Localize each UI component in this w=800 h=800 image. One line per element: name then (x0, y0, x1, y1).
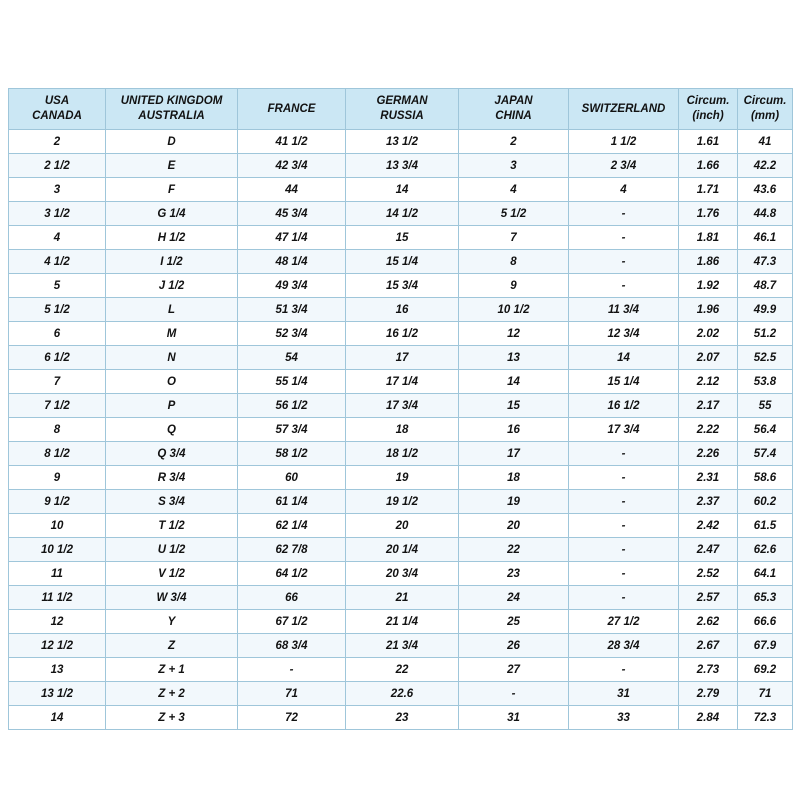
table-cell: W 3/4 (106, 586, 238, 610)
table-cell: 13 1/2 (346, 130, 459, 154)
table-cell: 26 (459, 634, 569, 658)
table-cell: - (569, 514, 679, 538)
table-cell: 9 (9, 466, 106, 490)
table-cell: 58 1/2 (238, 442, 346, 466)
table-cell: 21 3/4 (346, 634, 459, 658)
table-row (9, 226, 793, 250)
table-cell: 15 1/4 (346, 250, 459, 274)
table-row (9, 274, 793, 298)
table-body (9, 130, 793, 730)
table-cell: 11 1/2 (9, 586, 106, 610)
table-cell: 23 (459, 562, 569, 586)
table-cell: 15 (346, 226, 459, 250)
table-cell: 1.86 (679, 250, 738, 274)
table-cell: 71 (238, 682, 346, 706)
table-cell: 66 (238, 586, 346, 610)
table-cell: 21 (346, 586, 459, 610)
table-cell: 16 1/2 (346, 322, 459, 346)
table-cell: P (106, 394, 238, 418)
table-row (9, 298, 793, 322)
table-cell: 2.67 (679, 634, 738, 658)
column-header: Circum. (mm) (738, 89, 793, 130)
table-cell: 18 1/2 (346, 442, 459, 466)
table-cell: 46.1 (738, 226, 793, 250)
column-header: USA CANADA (9, 89, 106, 130)
table-cell: 55 1/4 (238, 370, 346, 394)
table-cell: 6 1/2 (9, 346, 106, 370)
table-cell: 16 (346, 298, 459, 322)
table-cell: 18 (459, 466, 569, 490)
table-cell: 1.66 (679, 154, 738, 178)
table-cell: 25 (459, 610, 569, 634)
table-cell: 7 1/2 (9, 394, 106, 418)
table-cell: 1.81 (679, 226, 738, 250)
table-cell: Z + 2 (106, 682, 238, 706)
table-cell: 49 3/4 (238, 274, 346, 298)
table-cell: 17 (346, 346, 459, 370)
table-cell: 19 (459, 490, 569, 514)
table-cell: 11 (9, 562, 106, 586)
table-cell: 17 1/4 (346, 370, 459, 394)
table-cell: 1 1/2 (569, 130, 679, 154)
table-cell: - (238, 658, 346, 682)
table-row (9, 538, 793, 562)
table-cell: - (459, 682, 569, 706)
table-cell: 51 3/4 (238, 298, 346, 322)
table-cell: 2.02 (679, 322, 738, 346)
table-row (9, 322, 793, 346)
table-cell: 1.61 (679, 130, 738, 154)
table-cell: 65.3 (738, 586, 793, 610)
table-row (9, 418, 793, 442)
table-cell: - (569, 466, 679, 490)
table-cell: 62 1/4 (238, 514, 346, 538)
table-cell: 8 (459, 250, 569, 274)
table-cell: 64.1 (738, 562, 793, 586)
table-cell: 1.96 (679, 298, 738, 322)
table-cell: 2 (459, 130, 569, 154)
ring-size-table (8, 88, 793, 730)
table-row (9, 610, 793, 634)
table-row (9, 658, 793, 682)
table-cell: 12 3/4 (569, 322, 679, 346)
table-cell: 2 1/2 (9, 154, 106, 178)
table-cell: 31 (459, 706, 569, 730)
table-cell: 2.84 (679, 706, 738, 730)
table-cell: 33 (569, 706, 679, 730)
table-cell: 20 (459, 514, 569, 538)
table-cell: 5 (9, 274, 106, 298)
table-cell: 15 3/4 (346, 274, 459, 298)
table-cell: 7 (9, 370, 106, 394)
table-cell: 61.5 (738, 514, 793, 538)
table-cell: 42 3/4 (238, 154, 346, 178)
table-cell: E (106, 154, 238, 178)
table-cell: 20 1/4 (346, 538, 459, 562)
table-cell: Z + 1 (106, 658, 238, 682)
table-cell: - (569, 658, 679, 682)
table-cell: J 1/2 (106, 274, 238, 298)
table-cell: 2.79 (679, 682, 738, 706)
table-cell: 8 1/2 (9, 442, 106, 466)
table-cell: N (106, 346, 238, 370)
table-cell: 71 (738, 682, 793, 706)
table-cell: 41 (738, 130, 793, 154)
table-cell: 28 3/4 (569, 634, 679, 658)
table-cell: 56.4 (738, 418, 793, 442)
table-cell: 22 (346, 658, 459, 682)
table-cell: 9 1/2 (9, 490, 106, 514)
table-cell: 12 (9, 610, 106, 634)
table-cell: 2 3/4 (569, 154, 679, 178)
table-cell: 13 1/2 (9, 682, 106, 706)
table-cell: 5 1/2 (459, 202, 569, 226)
table-cell: 4 (569, 178, 679, 202)
table-cell: 11 3/4 (569, 298, 679, 322)
table-cell: 4 (459, 178, 569, 202)
table-cell: 22 (459, 538, 569, 562)
table-cell: 17 (459, 442, 569, 466)
table-cell: 54 (238, 346, 346, 370)
table-cell: 10 1/2 (9, 538, 106, 562)
table-row (9, 562, 793, 586)
table-cell: 42.2 (738, 154, 793, 178)
table-cell: 57 3/4 (238, 418, 346, 442)
table-cell: 27 1/2 (569, 610, 679, 634)
table-cell: 15 (459, 394, 569, 418)
table-cell: 56 1/2 (238, 394, 346, 418)
table-cell: - (569, 274, 679, 298)
table-cell: 47.3 (738, 250, 793, 274)
table-cell: 14 (459, 370, 569, 394)
table-cell: - (569, 490, 679, 514)
table-cell: D (106, 130, 238, 154)
table-cell: M (106, 322, 238, 346)
table-row (9, 370, 793, 394)
table-cell: 53.8 (738, 370, 793, 394)
table-row (9, 202, 793, 226)
table-cell: 67.9 (738, 634, 793, 658)
table-cell: 49.9 (738, 298, 793, 322)
table-cell: O (106, 370, 238, 394)
table-cell: V 1/2 (106, 562, 238, 586)
table-cell: - (569, 538, 679, 562)
table-row (9, 466, 793, 490)
table-cell: 23 (346, 706, 459, 730)
table-cell: 27 (459, 658, 569, 682)
table-cell: 19 (346, 466, 459, 490)
table-cell: 67 1/2 (238, 610, 346, 634)
table-cell: 2.07 (679, 346, 738, 370)
table-cell: 19 1/2 (346, 490, 459, 514)
table-cell: - (569, 442, 679, 466)
table-cell: 9 (459, 274, 569, 298)
table-cell: 48.7 (738, 274, 793, 298)
table-cell: S 3/4 (106, 490, 238, 514)
table-row (9, 634, 793, 658)
table-cell: 48 1/4 (238, 250, 346, 274)
table-cell: 3 (459, 154, 569, 178)
column-header: FRANCE (238, 89, 346, 130)
table-row (9, 490, 793, 514)
column-header: Circum. (inch) (679, 89, 738, 130)
table-cell: 6 (9, 322, 106, 346)
table-cell: 2.17 (679, 394, 738, 418)
table-row (9, 514, 793, 538)
table-cell: 44.8 (738, 202, 793, 226)
table-cell: 58.6 (738, 466, 793, 490)
table-cell: - (569, 562, 679, 586)
table-header-row (9, 89, 793, 130)
table-cell: T 1/2 (106, 514, 238, 538)
table-cell: Q (106, 418, 238, 442)
table-cell: 1.76 (679, 202, 738, 226)
column-header: JAPAN CHINA (459, 89, 569, 130)
table-cell: 45 3/4 (238, 202, 346, 226)
table-row (9, 682, 793, 706)
table-row (9, 442, 793, 466)
table-cell: 2.31 (679, 466, 738, 490)
table-cell: 44 (238, 178, 346, 202)
table-cell: 14 (9, 706, 106, 730)
table-cell: I 1/2 (106, 250, 238, 274)
table-row (9, 394, 793, 418)
table-cell: 61 1/4 (238, 490, 346, 514)
table-cell: 62 7/8 (238, 538, 346, 562)
table-cell: 14 1/2 (346, 202, 459, 226)
table-cell: 4 1/2 (9, 250, 106, 274)
column-header: SWITZERLAND (569, 89, 679, 130)
table-cell: 1.92 (679, 274, 738, 298)
table-cell: 2.26 (679, 442, 738, 466)
table-cell: 69.2 (738, 658, 793, 682)
table-cell: 15 1/4 (569, 370, 679, 394)
table-cell: 2 (9, 130, 106, 154)
table-cell: 62.6 (738, 538, 793, 562)
table-cell: 16 1/2 (569, 394, 679, 418)
table-cell: 31 (569, 682, 679, 706)
table-cell: 21 1/4 (346, 610, 459, 634)
table-cell: 13 3/4 (346, 154, 459, 178)
table-cell: - (569, 250, 679, 274)
table-cell: 4 (9, 226, 106, 250)
table-cell: - (569, 202, 679, 226)
table-cell: 60 (238, 466, 346, 490)
table-cell: 2.62 (679, 610, 738, 634)
table-cell: 2.42 (679, 514, 738, 538)
table-cell: 14 (346, 178, 459, 202)
table-cell: F (106, 178, 238, 202)
table-cell: 72.3 (738, 706, 793, 730)
table-cell: 12 (459, 322, 569, 346)
table-row (9, 250, 793, 274)
table-cell: 8 (9, 418, 106, 442)
table-cell: 72 (238, 706, 346, 730)
table-cell: R 3/4 (106, 466, 238, 490)
table-cell: H 1/2 (106, 226, 238, 250)
table-cell: 5 1/2 (9, 298, 106, 322)
table-cell: G 1/4 (106, 202, 238, 226)
column-header: GERMAN RUSSIA (346, 89, 459, 130)
table-cell: 2.37 (679, 490, 738, 514)
table-cell: 13 (9, 658, 106, 682)
table-cell: 24 (459, 586, 569, 610)
table-cell: 2.52 (679, 562, 738, 586)
table-row (9, 130, 793, 154)
table-cell: 55 (738, 394, 793, 418)
table-cell: 60.2 (738, 490, 793, 514)
table-row (9, 346, 793, 370)
table-cell: - (569, 226, 679, 250)
table-cell: 68 3/4 (238, 634, 346, 658)
table-cell: 3 (9, 178, 106, 202)
table-cell: 10 1/2 (459, 298, 569, 322)
table-cell: 17 3/4 (346, 394, 459, 418)
table-cell: U 1/2 (106, 538, 238, 562)
table-cell: 22.6 (346, 682, 459, 706)
table-cell: 3 1/2 (9, 202, 106, 226)
table-cell: 17 3/4 (569, 418, 679, 442)
table-cell: L (106, 298, 238, 322)
table-cell: 1.71 (679, 178, 738, 202)
table-cell: 2.47 (679, 538, 738, 562)
table-cell: 64 1/2 (238, 562, 346, 586)
table-cell: 47 1/4 (238, 226, 346, 250)
table-cell: 13 (459, 346, 569, 370)
table-cell: 52.5 (738, 346, 793, 370)
column-header: UNITED KINGDOM AUSTRALIA (106, 89, 238, 130)
table-row (9, 154, 793, 178)
table-cell: 20 (346, 514, 459, 538)
table-cell: Y (106, 610, 238, 634)
table-cell: 51.2 (738, 322, 793, 346)
table-row (9, 89, 793, 130)
table-cell: 18 (346, 418, 459, 442)
table-cell: 10 (9, 514, 106, 538)
table-cell: 52 3/4 (238, 322, 346, 346)
table-cell: Q 3/4 (106, 442, 238, 466)
table-cell: 66.6 (738, 610, 793, 634)
table-cell: - (569, 586, 679, 610)
table-cell: 2.22 (679, 418, 738, 442)
table-cell: 7 (459, 226, 569, 250)
table-cell: 2.73 (679, 658, 738, 682)
table-cell: 43.6 (738, 178, 793, 202)
table-cell: 20 3/4 (346, 562, 459, 586)
table-row (9, 706, 793, 730)
table-cell: 14 (569, 346, 679, 370)
table-cell: 57.4 (738, 442, 793, 466)
table-row (9, 586, 793, 610)
table-cell: 12 1/2 (9, 634, 106, 658)
table-cell: 41 1/2 (238, 130, 346, 154)
table-cell: Z + 3 (106, 706, 238, 730)
table-cell: 16 (459, 418, 569, 442)
table-cell: Z (106, 634, 238, 658)
table-row (9, 178, 793, 202)
table-cell: 2.12 (679, 370, 738, 394)
table-cell: 2.57 (679, 586, 738, 610)
